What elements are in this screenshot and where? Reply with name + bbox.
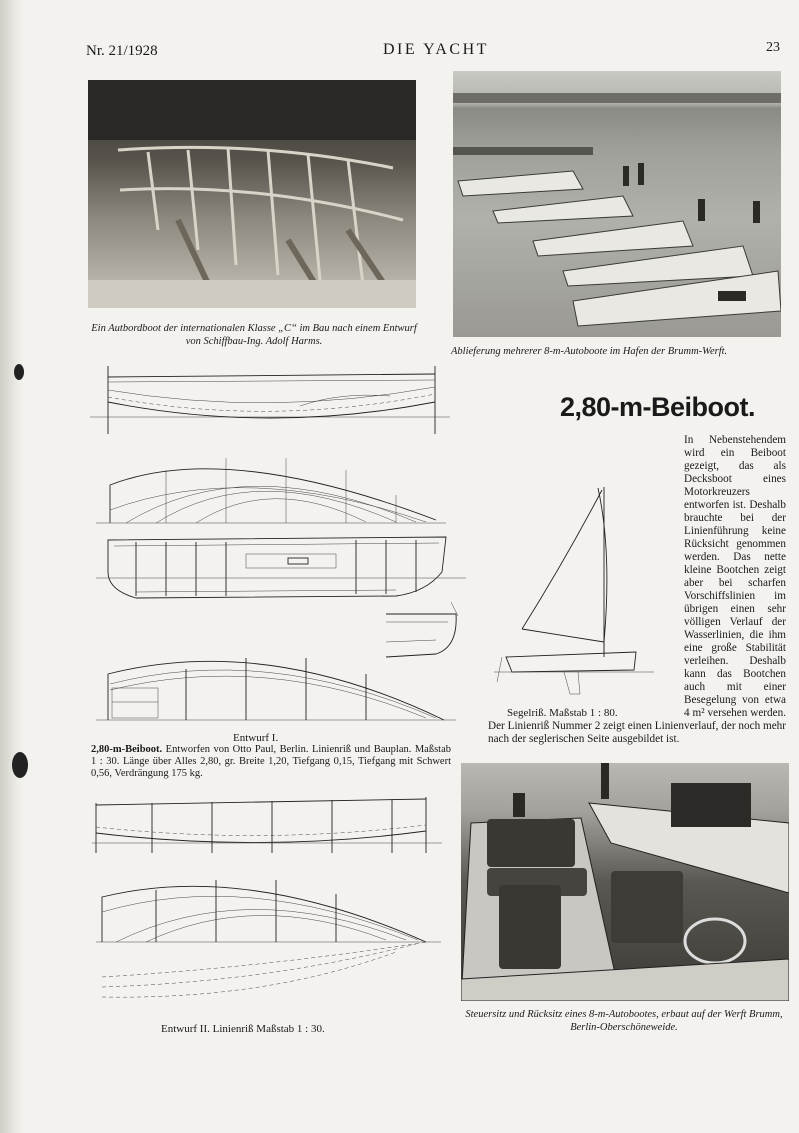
design1-caption-title: 2,80-m-Beiboot. (91, 744, 163, 755)
design1-construction-plan (96, 532, 466, 602)
design1-body-plan-arch (96, 644, 456, 726)
sail-plan-area (488, 472, 680, 720)
design2-profile-view (92, 793, 442, 863)
sail-plan-caption: Segelriß. Maßstab 1 : 80. (507, 707, 618, 719)
design1-caption-text: Entworfen von Otto Paul, Berlin. Linienriß und Bauplan. Maßstab 1 : 30. Länge über Alles 2,80, gr. Breite 1,20, Tiefgang 0,15, Tiefgang mit Schwert 0,56, Verdrängung 175 kg. (91, 744, 451, 779)
design2-half-breadth-plan (96, 872, 446, 1012)
design1-caption (91, 744, 451, 780)
caption-hull-construction: Ein Autbordboot der internationalen Klasse „C“ im Bau nach einem Entwurf von Schiffbau-Ing. Adolf Harms. (91, 323, 417, 347)
article-title: 2,80-m-Beiboot. (560, 392, 756, 422)
binding-stain (14, 364, 24, 380)
issue-number: Nr. 21/1928 (86, 43, 158, 59)
interior-seats-illustration (461, 763, 789, 1001)
design1-profile-view (90, 362, 450, 434)
caption-boat-interior: Steuersitz und Rücksitz eines 8-m-Autobootes, erbaut auf der Werft Brumm, Berlin-Oberschöneweide. (465, 1009, 783, 1033)
harbor-boats-illustration (453, 71, 781, 337)
design1-half-breadth-plan (96, 450, 446, 530)
caption-harbor-delivery: Ablieferung mehrerer 8-m-Autoboote im Hafen der Brumm-Werft. (451, 346, 728, 357)
page-binding-edge (0, 0, 24, 1133)
article-body-text: In Nebenstehendem wird ein Beiboot gezeigt, das als Decksboot eines Motorkreuzers entworfen ist. Deshalb brauchte bei der Linienführung keine Rücksicht genommen werden. Das nette kleine Bootchen zeigt aber bei scharfen Vorschiffslinien im übrigen einen sehr völligen Verlauf der Wasserlinien, die ihm eine große Stabilität verleihen. Deshalb kann das Bootchen auch mit einer Besegelung von etwa 4 m² versehen werden. Der Linienriß Nummer 2 zeigt einen Linienverlauf, der noch mehr nach der seglerischen Seite ausgebildet ist. (488, 434, 786, 745)
design1-label: Entwurf I. (233, 732, 279, 744)
photo-harbor-delivery (453, 71, 781, 337)
page-number: 23 (766, 40, 780, 55)
binding-stain (12, 752, 28, 778)
design2-caption: Entwurf II. Linienriß Maßstab 1 : 30. (161, 1023, 325, 1035)
hull-frame-illustration (88, 80, 416, 308)
photo-boat-interior (461, 763, 789, 1001)
magazine-title: DIE YACHT (383, 41, 489, 58)
photo-hull-construction (88, 80, 416, 308)
